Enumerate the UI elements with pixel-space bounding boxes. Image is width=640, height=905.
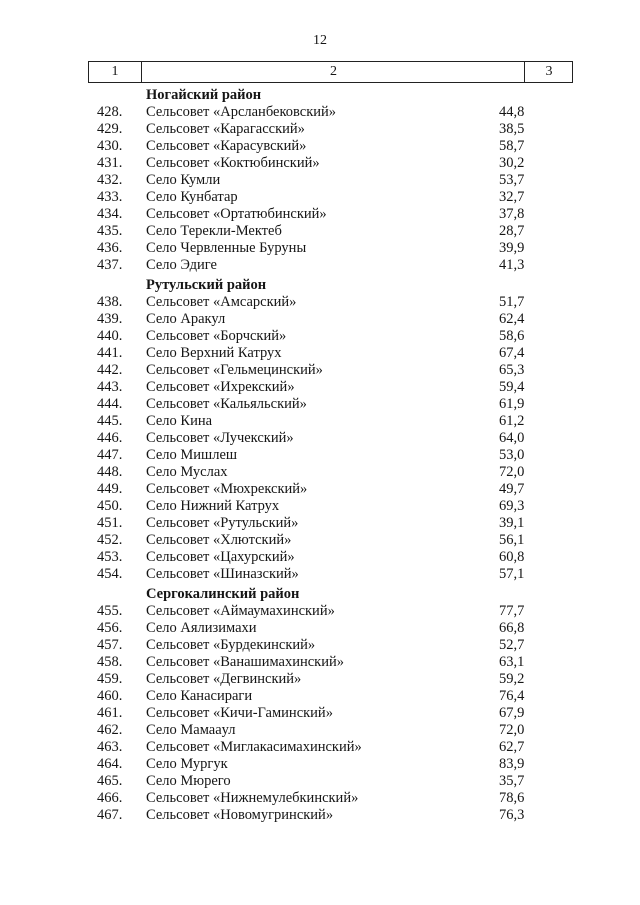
table-row [0, 104, 640, 121]
table-row [0, 790, 640, 807]
row-name: Сельсовет «Мюхрекский» [146, 481, 308, 497]
row-value: 65,3 [499, 362, 525, 378]
row-value: 28,7 [499, 223, 525, 239]
row-number: 458. [97, 654, 123, 670]
row-name: Село Мургук [146, 756, 228, 772]
row-number: 447. [97, 447, 123, 463]
row-name: Село Кина [146, 413, 213, 429]
table-row [0, 739, 640, 756]
table-row [0, 189, 640, 206]
row-name: Сельсовет «Кальяльский» [146, 396, 307, 412]
row-value: 76,4 [499, 688, 525, 704]
row-number: 452. [97, 532, 123, 548]
row-name: Сельсовет «Бурдекинский» [146, 637, 316, 653]
row-name: Село Нижний Катрух [146, 498, 280, 514]
row-number: 462. [97, 722, 123, 738]
row-number: 430. [97, 138, 123, 154]
row-number: 431. [97, 155, 123, 171]
table-row [0, 498, 640, 515]
row-number: 453. [97, 549, 123, 565]
header-col-1: 1 [111, 64, 119, 79]
row-value: 39,9 [499, 240, 525, 256]
row-value: 52,7 [499, 637, 525, 653]
table-row [0, 328, 640, 345]
row-name: Сельсовет «Кичи-Гаминский» [146, 705, 333, 721]
table-row [0, 206, 640, 223]
row-value: 62,7 [499, 739, 525, 755]
row-name: Сельсовет «Миглакасимахинский» [146, 739, 362, 755]
row-number: 434. [97, 206, 123, 222]
row-name: Село Канасираги [146, 688, 253, 704]
row-name: Село Кунбатар [146, 189, 238, 205]
row-name: Сельсовет «Ортатюбинский» [146, 206, 327, 222]
row-value: 76,3 [499, 807, 525, 823]
table-row [0, 240, 640, 257]
table-row [0, 722, 640, 739]
row-number: 446. [97, 430, 123, 446]
row-value: 78,6 [499, 790, 525, 806]
table-row [0, 345, 640, 362]
row-name: Сельсовет «Карагасский» [146, 121, 305, 137]
row-value: 39,1 [499, 515, 525, 531]
row-value: 66,8 [499, 620, 525, 636]
table-row [0, 447, 640, 464]
row-number: 440. [97, 328, 123, 344]
row-value: 57,1 [499, 566, 525, 582]
row-value: 64,0 [499, 430, 525, 446]
row-number: 433. [97, 189, 123, 205]
table-row [0, 223, 640, 240]
table-row [0, 515, 640, 532]
row-number: 449. [97, 481, 123, 497]
row-value: 35,7 [499, 773, 525, 789]
row-name: Село Верхний Катрух [146, 345, 282, 361]
row-name: Сельсовет «Шиназский» [146, 566, 299, 582]
table-row [0, 138, 640, 155]
row-name: Село Терекли-Мектеб [146, 223, 282, 239]
section-title: Рутульский район [146, 277, 267, 293]
row-number: 451. [97, 515, 123, 531]
table-row [0, 566, 640, 583]
row-value: 62,4 [499, 311, 525, 327]
row-number: 461. [97, 705, 123, 721]
table-row [0, 481, 640, 498]
table-header [88, 61, 573, 83]
row-value: 51,7 [499, 294, 525, 310]
table-row [0, 379, 640, 396]
row-name: Сельсовет «Ихрекский» [146, 379, 295, 395]
row-number: 428. [97, 104, 123, 120]
table-row [0, 172, 640, 189]
table-row [0, 549, 640, 566]
row-name: Село Мюрего [146, 773, 231, 789]
table-row [0, 121, 640, 138]
row-number: 450. [97, 498, 123, 514]
row-name: Сельсовет «Амсарский» [146, 294, 297, 310]
row-number: 445. [97, 413, 123, 429]
table-row [0, 756, 640, 773]
row-name: Сельсовет «Рутульский» [146, 515, 299, 531]
table-row [0, 807, 640, 824]
table-row [0, 257, 640, 274]
row-value: 49,7 [499, 481, 525, 497]
row-value: 72,0 [499, 722, 525, 738]
row-name: Сельсовет «Нижнемулебкинский» [146, 790, 359, 806]
row-value: 37,8 [499, 206, 525, 222]
row-name: Село Мишлеш [146, 447, 238, 463]
row-value: 72,0 [499, 464, 525, 480]
table-row [0, 413, 640, 430]
row-number: 441. [97, 345, 123, 361]
row-number: 429. [97, 121, 123, 137]
row-value: 67,4 [499, 345, 525, 361]
row-value: 61,9 [499, 396, 525, 412]
row-value: 58,6 [499, 328, 525, 344]
row-number: 460. [97, 688, 123, 704]
row-value: 67,9 [499, 705, 525, 721]
row-name: Сельсовет «Арсланбековский» [146, 104, 337, 120]
table-row [0, 294, 640, 311]
row-name: Село Мамаaул [146, 722, 236, 738]
row-name: Сельсовет «Новомугринский» [146, 807, 334, 823]
row-value: 83,9 [499, 756, 525, 772]
table-row [0, 430, 640, 447]
row-value: 59,2 [499, 671, 525, 687]
row-value: 44,8 [499, 104, 525, 120]
header-col-2: 2 [141, 62, 525, 82]
row-value: 61,2 [499, 413, 525, 429]
row-value: 53,7 [499, 172, 525, 188]
row-number: 463. [97, 739, 123, 755]
row-value: 60,8 [499, 549, 525, 565]
row-name: Сельсовет «Лучекский» [146, 430, 294, 446]
row-number: 442. [97, 362, 123, 378]
row-value: 30,2 [499, 155, 525, 171]
row-name: Сельсовет «Коктюбинский» [146, 155, 320, 171]
row-value: 53,0 [499, 447, 525, 463]
table-body [0, 86, 640, 824]
row-name: Сельсовет «Борчский» [146, 328, 287, 344]
row-name: Сельсовет «Ванашимахинский» [146, 654, 344, 670]
row-name: Село Эдиге [146, 257, 217, 273]
row-name: Сельсовет «Дегвинский» [146, 671, 302, 687]
table-row [0, 773, 640, 790]
row-number: 467. [97, 807, 123, 823]
row-number: 432. [97, 172, 123, 188]
row-number: 456. [97, 620, 123, 636]
table-row [0, 155, 640, 172]
row-number: 444. [97, 396, 123, 412]
section-title: Сергокалинский район [146, 586, 300, 602]
row-value: 69,3 [499, 498, 525, 514]
table-row [0, 654, 640, 671]
row-name: Село Кумли [146, 172, 221, 188]
header-col-3: 3 [524, 62, 573, 82]
section-title: Ногайский район [146, 87, 262, 103]
row-name: Сельсовет «Гельмецинский» [146, 362, 323, 378]
row-number: 457. [97, 637, 123, 653]
row-name: Сельсовет «Хлютский» [146, 532, 292, 548]
row-name: Сельсовет «Цахурский» [146, 549, 295, 565]
row-number: 439. [97, 311, 123, 327]
row-value: 77,7 [499, 603, 525, 619]
table-row [0, 620, 640, 637]
table-row [0, 311, 640, 328]
row-value: 59,4 [499, 379, 525, 395]
row-number: 465. [97, 773, 123, 789]
row-number: 448. [97, 464, 123, 480]
row-value: 56,1 [499, 532, 525, 548]
table-row [0, 705, 640, 722]
row-value: 41,3 [499, 257, 525, 273]
row-value: 32,7 [499, 189, 525, 205]
row-name: Село Аялизимахи [146, 620, 257, 636]
row-name: Село Аракул [146, 311, 226, 327]
row-name: Село Муслах [146, 464, 228, 480]
row-number: 466. [97, 790, 123, 806]
table-row [0, 671, 640, 688]
row-number: 436. [97, 240, 123, 256]
page-number: 12 [313, 33, 327, 48]
row-number: 437. [97, 257, 123, 273]
row-name: Сельсовет «Карасувский» [146, 138, 307, 154]
table-row [0, 637, 640, 654]
row-name: Сельсовет «Аймаумахинский» [146, 603, 335, 619]
row-number: 443. [97, 379, 123, 395]
row-number: 455. [97, 603, 123, 619]
table-row [0, 688, 640, 705]
row-number: 459. [97, 671, 123, 687]
table-row [0, 396, 640, 413]
row-number: 438. [97, 294, 123, 310]
row-value: 58,7 [499, 138, 525, 154]
table-row [0, 603, 640, 620]
row-number: 435. [97, 223, 123, 239]
row-number: 454. [97, 566, 123, 582]
table-row [0, 464, 640, 481]
row-number: 464. [97, 756, 123, 772]
table-row [0, 532, 640, 549]
row-value: 63,1 [499, 654, 525, 670]
row-value: 38,5 [499, 121, 525, 137]
table-row [0, 362, 640, 379]
row-name: Село Червленные Буруны [146, 240, 307, 256]
